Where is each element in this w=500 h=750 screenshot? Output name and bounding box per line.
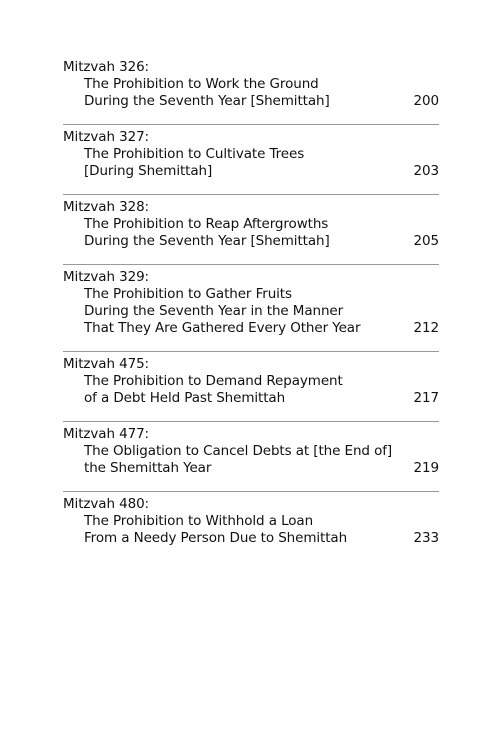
entry-title-line: The Obligation to Cancel Debts at [the End of]: [84, 443, 393, 459]
page-number: 203: [413, 163, 439, 179]
toc-entry: [63, 351, 439, 407]
entry-title-line: The Prohibition to Reap Aftergrowths: [84, 216, 329, 232]
entry-last-row: [63, 530, 439, 547]
entry-title-line: That They Are Gathered Every Other Year: [84, 320, 361, 336]
entry-title-line: The Prohibition to Work the Ground: [84, 76, 319, 92]
entry-title-line: [During Shemittah]: [84, 163, 213, 179]
toc-entry: [63, 264, 439, 337]
toc-entry: [63, 124, 439, 180]
entry-title-line: the Shemittah Year: [84, 460, 212, 476]
entry-title-line: The Prohibition to Withhold a Loan: [84, 513, 314, 529]
entry-last-row: [63, 93, 439, 110]
entry-last-row: [63, 460, 439, 477]
page-number: 217: [413, 390, 439, 406]
page-number: 200: [413, 93, 439, 109]
entry-title-line: The Prohibition to Demand Repayment: [84, 373, 343, 389]
table-of-contents: [63, 54, 439, 561]
entry-title-line: The Prohibition to Cultivate Trees: [84, 146, 305, 162]
entry-heading: Mitzvah 326:: [63, 59, 150, 75]
toc-entry: [63, 194, 439, 250]
entry-last-row: [63, 320, 439, 337]
page-number: 219: [413, 460, 439, 476]
page-number: 212: [413, 320, 439, 336]
entry-title-line: During the Seventh Year [Shemittah]: [84, 233, 330, 249]
entry-last-row: [63, 390, 439, 407]
entry-heading: Mitzvah 480:: [63, 496, 150, 512]
entry-heading: Mitzvah 327:: [63, 129, 150, 145]
entry-title-line: During the Seventh Year [Shemittah]: [84, 93, 330, 109]
entry-title-line: From a Needy Person Due to Shemittah: [84, 530, 348, 546]
entry-heading: Mitzvah 328:: [63, 199, 150, 215]
entry-title-line: During the Seventh Year in the Manner: [84, 303, 344, 319]
toc-entry: [63, 54, 439, 110]
entry-heading: Mitzvah 477:: [63, 426, 150, 442]
entry-last-row: [63, 233, 439, 250]
entry-last-row: [63, 163, 439, 180]
page-number: 205: [413, 233, 439, 249]
entry-heading: Mitzvah 475:: [63, 356, 150, 372]
entry-heading: Mitzvah 329:: [63, 269, 150, 285]
toc-entry: [63, 491, 439, 547]
toc-entry: [63, 421, 439, 477]
entry-title-line: The Prohibition to Gather Fruits: [84, 286, 292, 302]
entry-title-line: of a Debt Held Past Shemittah: [84, 390, 286, 406]
page-number: 233: [413, 530, 439, 546]
